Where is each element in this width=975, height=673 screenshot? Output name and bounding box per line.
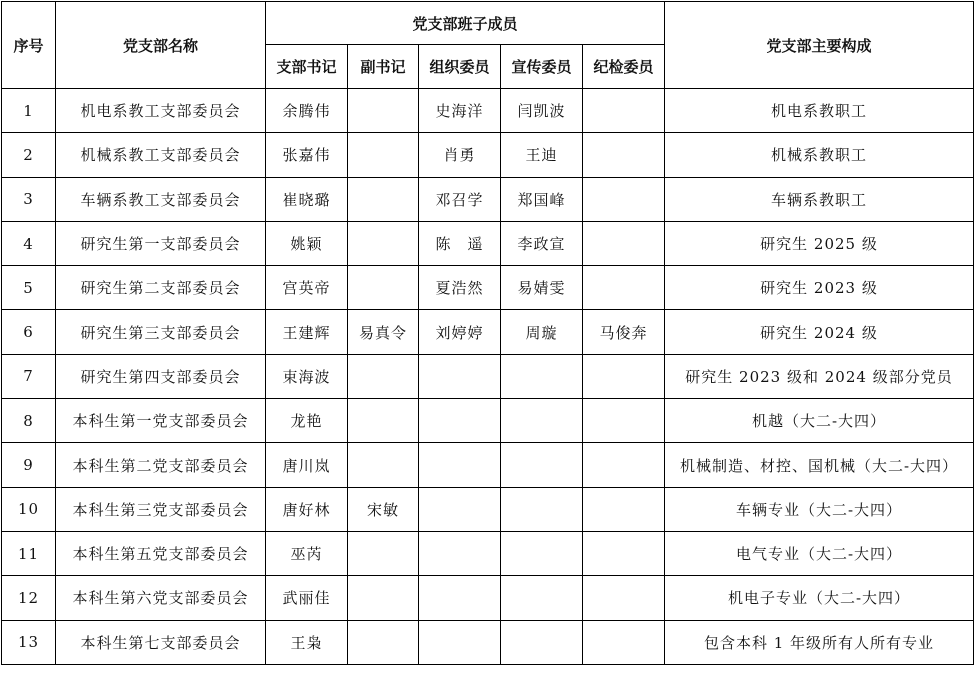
cell-branch-name: 研究生第二支部委员会	[56, 266, 266, 310]
cell-composition: 车辆系教职工	[665, 177, 974, 221]
cell-publicity	[501, 354, 583, 398]
cell-composition: 电气专业（大二-大四）	[665, 531, 974, 575]
cell-publicity: 李政宣	[501, 221, 583, 265]
header-branch-name: 党支部名称	[56, 2, 266, 89]
cell-branch-name: 机械系教工支部委员会	[56, 133, 266, 177]
cell-composition: 研究生 2025 级	[665, 221, 974, 265]
cell-branch-name: 本科生第二党支部委员会	[56, 443, 266, 487]
cell-no: 2	[2, 133, 56, 177]
header-discipline: 纪检委员	[583, 45, 665, 89]
cell-discipline	[583, 133, 665, 177]
cell-organization: 邓召学	[419, 177, 501, 221]
cell-secretary: 武丽佳	[266, 576, 348, 620]
cell-discipline	[583, 620, 665, 664]
cell-no: 4	[2, 221, 56, 265]
cell-publicity	[501, 531, 583, 575]
cell-deputy-secretary	[348, 133, 419, 177]
cell-organization: 肖勇	[419, 133, 501, 177]
cell-no: 1	[2, 89, 56, 133]
cell-discipline	[583, 89, 665, 133]
cell-publicity	[501, 576, 583, 620]
party-branch-table	[1, 1, 974, 665]
cell-branch-name: 研究生第四支部委员会	[56, 354, 266, 398]
cell-composition: 研究生 2023 级和 2024 级部分党员	[665, 354, 974, 398]
cell-deputy-secretary	[348, 266, 419, 310]
cell-composition: 机械系教职工	[665, 133, 974, 177]
cell-secretary: 束海波	[266, 354, 348, 398]
table-row	[2, 531, 974, 575]
cell-deputy-secretary	[348, 531, 419, 575]
table-row	[2, 221, 974, 265]
cell-secretary: 王建辉	[266, 310, 348, 354]
cell-publicity: 王迪	[501, 133, 583, 177]
cell-branch-name: 研究生第三支部委员会	[56, 310, 266, 354]
header-no: 序号	[2, 2, 56, 89]
cell-branch-name: 本科生第一党支部委员会	[56, 399, 266, 443]
cell-branch-name: 车辆系教工支部委员会	[56, 177, 266, 221]
cell-organization	[419, 576, 501, 620]
cell-composition: 研究生 2023 级	[665, 266, 974, 310]
cell-deputy-secretary	[348, 221, 419, 265]
table-row	[2, 354, 974, 398]
cell-organization: 史海洋	[419, 89, 501, 133]
cell-deputy-secretary: 宋敏	[348, 487, 419, 531]
cell-composition: 车辆专业（大二-大四）	[665, 487, 974, 531]
table-row	[2, 487, 974, 531]
table-row	[2, 266, 974, 310]
cell-secretary: 崔晓璐	[266, 177, 348, 221]
cell-publicity: 闫凯波	[501, 89, 583, 133]
cell-organization	[419, 487, 501, 531]
header-committee: 党支部班子成员	[266, 2, 665, 45]
cell-deputy-secretary: 易真令	[348, 310, 419, 354]
cell-deputy-secretary	[348, 443, 419, 487]
cell-publicity	[501, 620, 583, 664]
table-row	[2, 310, 974, 354]
cell-no: 5	[2, 266, 56, 310]
cell-discipline	[583, 221, 665, 265]
header-organization: 组织委员	[419, 45, 501, 89]
cell-discipline	[583, 576, 665, 620]
cell-branch-name: 本科生第六党支部委员会	[56, 576, 266, 620]
cell-publicity	[501, 443, 583, 487]
table-row	[2, 177, 974, 221]
table-row	[2, 576, 974, 620]
cell-organization	[419, 531, 501, 575]
cell-composition: 机电系教职工	[665, 89, 974, 133]
cell-publicity	[501, 487, 583, 531]
header-publicity: 宣传委员	[501, 45, 583, 89]
cell-discipline	[583, 354, 665, 398]
cell-no: 10	[2, 487, 56, 531]
cell-deputy-secretary	[348, 354, 419, 398]
cell-discipline	[583, 399, 665, 443]
cell-branch-name: 机电系教工支部委员会	[56, 89, 266, 133]
cell-branch-name: 本科生第三党支部委员会	[56, 487, 266, 531]
cell-organization: 陈 遥	[419, 221, 501, 265]
cell-no: 12	[2, 576, 56, 620]
cell-secretary: 姚颖	[266, 221, 348, 265]
cell-no: 11	[2, 531, 56, 575]
cell-discipline	[583, 531, 665, 575]
cell-deputy-secretary	[348, 177, 419, 221]
cell-publicity	[501, 399, 583, 443]
cell-composition: 包含本科 1 年级所有人所有专业	[665, 620, 974, 664]
cell-deputy-secretary	[348, 399, 419, 443]
cell-organization	[419, 443, 501, 487]
cell-no: 13	[2, 620, 56, 664]
header-deputy-secretary: 副书记	[348, 45, 419, 89]
table-body	[2, 89, 974, 665]
cell-deputy-secretary	[348, 89, 419, 133]
table-header	[2, 2, 974, 89]
cell-secretary: 唐川岚	[266, 443, 348, 487]
table-row	[2, 443, 974, 487]
cell-secretary: 龙艳	[266, 399, 348, 443]
cell-organization: 夏浩然	[419, 266, 501, 310]
table-row	[2, 89, 974, 133]
cell-no: 8	[2, 399, 56, 443]
cell-no: 3	[2, 177, 56, 221]
cell-secretary: 余腾伟	[266, 89, 348, 133]
cell-branch-name: 本科生第七支部委员会	[56, 620, 266, 664]
cell-discipline	[583, 177, 665, 221]
cell-branch-name: 研究生第一支部委员会	[56, 221, 266, 265]
cell-discipline	[583, 443, 665, 487]
cell-composition: 研究生 2024 级	[665, 310, 974, 354]
table-row	[2, 620, 974, 664]
cell-discipline	[583, 487, 665, 531]
cell-no: 6	[2, 310, 56, 354]
cell-composition: 机电子专业（大二-大四）	[665, 576, 974, 620]
cell-composition: 机越（大二-大四）	[665, 399, 974, 443]
cell-no: 9	[2, 443, 56, 487]
cell-publicity: 易婧雯	[501, 266, 583, 310]
cell-secretary: 宫英帝	[266, 266, 348, 310]
header-secretary: 支部书记	[266, 45, 348, 89]
cell-organization: 刘婷婷	[419, 310, 501, 354]
cell-discipline: 马俊奔	[583, 310, 665, 354]
cell-discipline	[583, 266, 665, 310]
cell-publicity: 郑国峰	[501, 177, 583, 221]
cell-organization	[419, 399, 501, 443]
cell-organization	[419, 354, 501, 398]
cell-deputy-secretary	[348, 576, 419, 620]
cell-deputy-secretary	[348, 620, 419, 664]
header-composition: 党支部主要构成	[665, 2, 974, 89]
table-row	[2, 133, 974, 177]
cell-publicity: 周璇	[501, 310, 583, 354]
cell-secretary: 唐好林	[266, 487, 348, 531]
cell-secretary: 张嘉伟	[266, 133, 348, 177]
cell-composition: 机械制造、材控、国机械（大二-大四）	[665, 443, 974, 487]
header-row-top	[2, 2, 974, 45]
table-row	[2, 399, 974, 443]
cell-no: 7	[2, 354, 56, 398]
cell-secretary: 王枭	[266, 620, 348, 664]
cell-organization	[419, 620, 501, 664]
cell-secretary: 巫芮	[266, 531, 348, 575]
cell-branch-name: 本科生第五党支部委员会	[56, 531, 266, 575]
